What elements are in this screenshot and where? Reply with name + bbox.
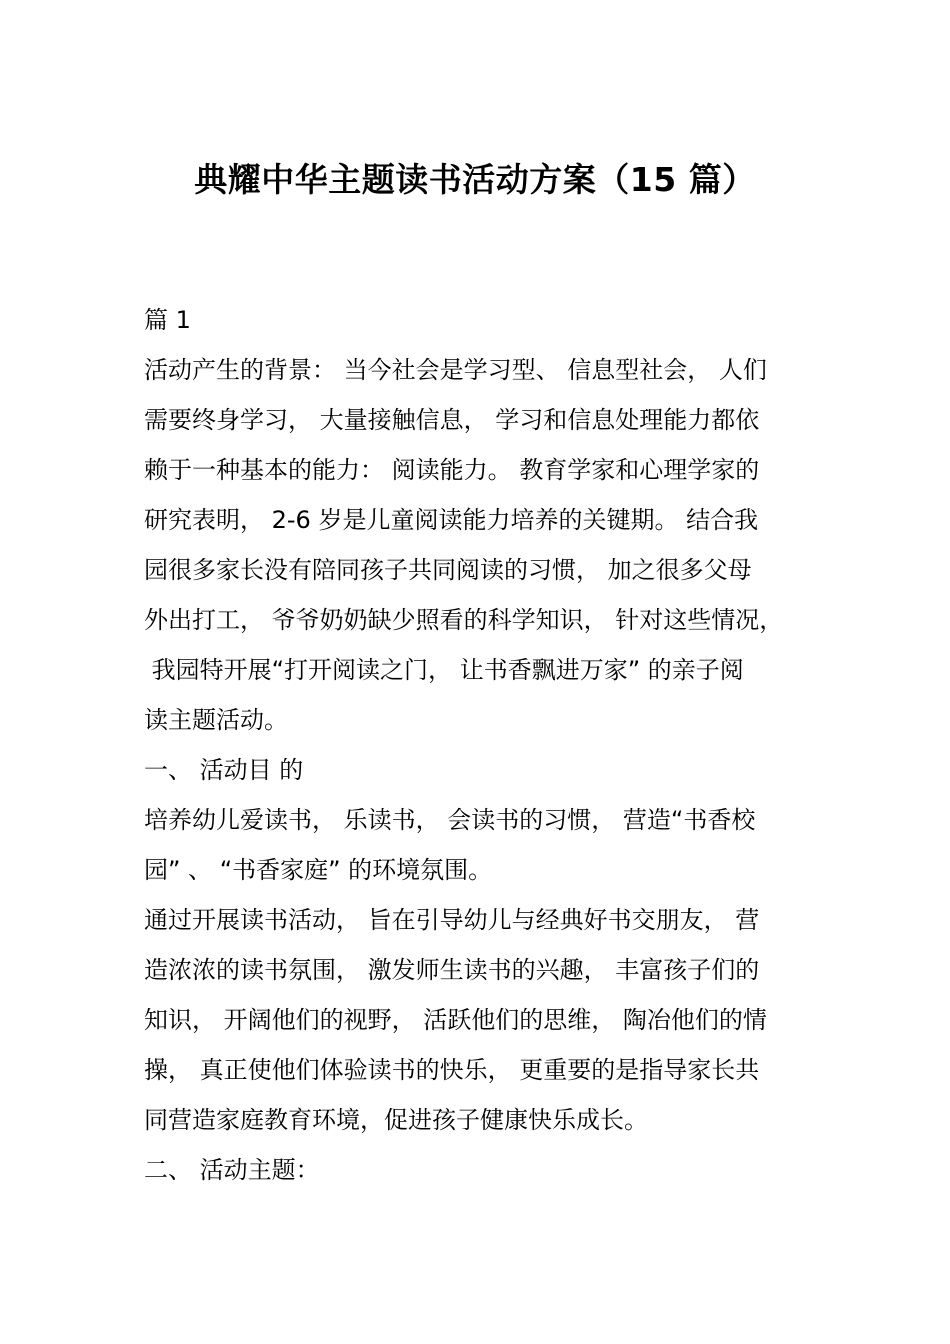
section-heading: 二、 活动主题： [144, 1156, 320, 1184]
paragraph-line: 园” 、 “书香家庭” 的环境氛围。 [144, 856, 493, 884]
paragraph-line: 操， 真正使他们体验读书的快乐， 更重要的是指导家长共 [144, 1056, 760, 1084]
section-heading: 一、 活动目 的 [144, 756, 304, 784]
paragraph-line: 活动产生的背景： 当今社会是学习型、 信息型社会， 人们 [144, 356, 767, 384]
paragraph-line: 通过开展读书活动， 旨在引导幼儿与经典好书交朋友， 营 [144, 906, 760, 934]
paragraph-line: 园很多家长没有陪同孩子共同阅读的习惯， 加之很多父母 [144, 556, 752, 584]
paragraph-line: 读主题活动。 [144, 706, 288, 734]
paragraph-line: 研究表明， 2-6 岁是儿童阅读能力培养的关键期。 结合我 [144, 506, 759, 534]
paragraph-line: 外出打工， 爷爷奶奶缺少照看的科学知识， 针对这些情况， [144, 606, 784, 634]
document-title: 典耀中华主题读书活动方案（15 篇） [194, 160, 756, 199]
paragraph-line: 我园特开展“打开阅读之门， 让书香飘进万家” 的亲子阅 [144, 656, 744, 684]
paragraph-line: 同营造家庭教育环境，促进孩子健康快乐成长。 [144, 1106, 648, 1134]
paragraph-line: 培养幼儿爱读书， 乐读书， 会读书的习惯， 营造“书香校 [144, 806, 756, 834]
paragraph-line: 需要终身学习， 大量接触信息， 学习和信息处理能力都依 [144, 406, 760, 434]
paragraph-line: 造浓浓的读书氛围， 激发师生读书的兴趣， 丰富孩子们的 [144, 956, 760, 984]
paragraph-line: 赖于一种基本的能力： 阅读能力。 教育学家和心理学家的 [144, 456, 760, 484]
paragraph-line: 知识， 开阔他们的视野， 活跃他们的思维， 陶冶他们的情 [144, 1006, 767, 1034]
section-heading: 篇 1 [144, 306, 191, 334]
document-body [144, 295, 844, 1195]
